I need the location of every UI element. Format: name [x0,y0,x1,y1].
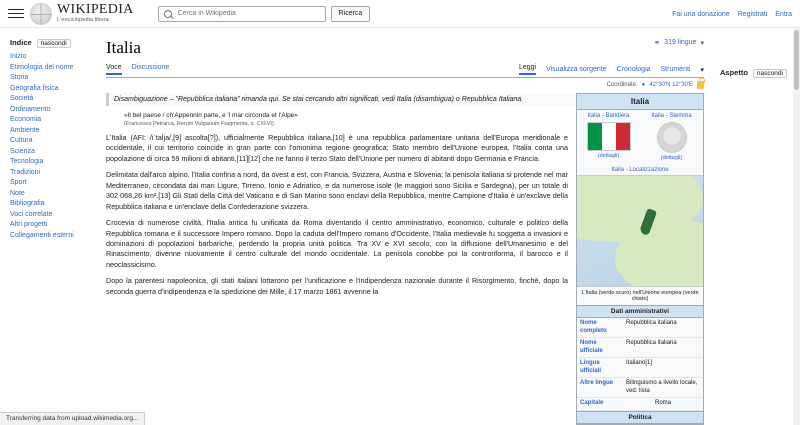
wikipedia-globe-icon[interactable] [30,3,52,25]
chevron-down-icon: ▾ [700,39,704,47]
tab-cronologia[interactable]: Cronologia [616,66,651,73]
toc-link[interactable]: Altri progetti [10,221,48,228]
ham-line-1 [8,9,24,11]
toc-item[interactable] [10,106,90,113]
localization-map-image[interactable] [577,175,703,287]
ham-line-2 [8,13,24,15]
article-paragraph: Dopo la parentesi napoleonica, gli stati italiani lottarono per l'unificazione e l'indipendenza nazionale durante il Risorgimento, finché, dopo la seconda guerra d'indipendenza e la spedizione dei Mille, il 17 marzo 1861 avvenne la [106,276,568,296]
infobox-flag-caption[interactable]: Italia - Bandiera [587,113,630,119]
wordmark-text: WIKIPEDIA [57,2,134,18]
infobox-emblem-cell [640,110,703,165]
toc-link[interactable]: Tecnologia [10,158,44,165]
language-count-label: 319 lingue [664,39,697,46]
header-links [672,0,792,28]
tab-strumenti[interactable]: Strumenti [660,66,691,73]
toc-item[interactable] [10,53,90,60]
infobox-symbols-row [577,110,703,165]
table-of-contents [0,28,96,414]
toc-item[interactable] [10,232,90,239]
toc-list [10,53,90,239]
toc-item[interactable] [10,85,90,92]
toc-item[interactable] [10,74,90,81]
toc-item[interactable] [10,137,90,144]
donate-link[interactable]: Fai una donazione [672,10,730,18]
toc-link[interactable]: Inizio [10,53,27,60]
infobox-row-key[interactable]: Altre lingue [580,380,614,387]
appearance-title: Aspetto [720,68,748,77]
infobox-row [577,338,703,358]
toc-link[interactable]: Ordinamento [10,105,51,113]
protected-page-lock-icon[interactable] [697,81,704,89]
infobox-row [577,378,703,398]
search-box[interactable] [158,6,326,22]
language-selector[interactable] [653,38,704,47]
search-input[interactable] [176,9,320,18]
toc-item[interactable] [10,200,90,207]
quote-text: «Il bel paese / ch'Appennin parte, e 'l mar circonda et l'Alpe» [124,112,298,119]
toc-header [10,38,90,48]
infobox-row-key[interactable]: Nome ufficiale [580,340,603,354]
toc-link[interactable]: Ambiente [10,126,40,134]
toc-link[interactable]: Bibliografia [10,200,45,207]
toc-item[interactable] [10,221,90,228]
infobox [576,93,704,425]
infobox-row-value: Repubblica italiana [626,340,677,347]
toc-link[interactable]: Note [10,189,25,197]
page-title: Italia [106,38,141,57]
login-link[interactable]: Entra [775,10,792,18]
italy-flag-image[interactable] [587,122,631,151]
toc-link[interactable]: Collegamenti esterni [10,231,74,239]
toc-item[interactable] [10,64,90,71]
site-header [0,0,800,28]
infobox-section-admin: Dati amministrativi [577,305,703,318]
toc-item[interactable] [10,211,90,218]
register-link[interactable]: Registrati [737,10,768,18]
infobox-title: Italia [577,94,703,110]
scrollbar-thumb[interactable] [794,30,799,90]
language-icon: ⚭ [653,38,661,47]
search-button[interactable]: Ricerca [331,6,371,22]
toc-hide-button[interactable]: nascondi [37,39,71,48]
infobox-row-key[interactable]: Capitale [580,400,604,407]
emblem-detail-link[interactable]: (dettagli) [660,155,683,162]
toc-link[interactable]: Scienza [10,147,35,155]
map-caption: L'Italia (verde scuro) nell'Unione europea (verde chiaro) [581,290,699,303]
toc-item[interactable] [10,158,90,165]
toc-item[interactable] [10,116,90,123]
tab-leggi[interactable]: Leggi [519,64,536,75]
wordmark-tagline: L'enciclopedia libera [57,16,109,23]
toc-item[interactable] [10,169,90,176]
toc-link[interactable]: Tradizioni [10,168,41,176]
toc-link[interactable]: Voci correlate [10,210,53,218]
wikipedia-wordmark[interactable] [57,3,134,23]
infobox-localization-caption[interactable]: Italia - Localizzazione [611,167,669,174]
toc-link[interactable]: Etimologia del nome [10,63,74,71]
infobox-row-key[interactable]: Nome completo [580,320,607,334]
article-content [96,28,714,421]
tab-visualizza-sorgente[interactable]: Visualizza sorgente [546,66,607,73]
tools-chevron-down-icon[interactable]: ▾ [700,66,704,74]
infobox-row [577,398,703,411]
article-paragraph: Delimitata dall'arco alpino, l'Italia confina a nord, da ovest a est, con Francia, Svizzera, Austria e Slovenia; la penisola italiana si protende nel mar Mediterraneo, circondata dai mari Ligure, Tirreno, Ionio e Adriatico, e da numerose isole (le maggiori sono Sicilia e Sardegna), per un totale di 302 068,26 km².[13] Gli Stati della Città del Vaticano e di San Marino sono enclavi della Repubblica, mentre Campione d'Italia è un'exclave della Repubblica italiana e un'enclave della Confederazione svizzera. [106,170,568,211]
toc-link[interactable]: Storia [10,74,29,81]
infobox-emblem-caption[interactable]: Italia - Stemma [651,113,692,119]
namespace-tabs [106,64,169,75]
browser-status-bar: Transferring data from upload.wikimedia.org... [0,412,145,425]
infobox-flag-cell [577,110,640,165]
page-scrollbar[interactable] [793,28,800,425]
tab-discussione[interactable]: Discussione [131,64,170,71]
infobox-row [577,358,703,378]
infobox-row-key[interactable]: Lingue ufficiali [580,360,602,374]
infobox-row-value: Repubblica italiana [626,320,677,327]
toc-link[interactable]: Società [10,95,34,102]
infobox-row-value: Italiano[1] [626,360,653,367]
appearance-panel [714,28,800,414]
toc-link[interactable]: Economia [10,116,42,123]
infobox-row [577,318,703,338]
coordinates-value[interactable]: 42°30′N 12°30′E [649,82,693,88]
article-paragraph: L'Italia (AFI: /iˈtalja/,[9] ascolta[?]), ufficialmente Repubblica italiana,[10] è una repubblica parlamentare unitaria dell'Europa meridionale e occidentale, il cui territorio coincide in gran parte con l'omonima regione geografica; Stato membro dell'Unione europea, l'Italia conta una popolazione di circa 59 milioni di abitanti,[11][12] che ne fanno il terzo Stato dell'Unione per numero di abitanti dopo Germania e Francia. [106,133,568,163]
infobox-section-politics: Politica [577,411,703,424]
article-paragraph: Crocevia di numerose civiltà, l'Italia antica fu unificata da Roma diventando il centro amministrativo, economico, culturale e politico della Repubblica romana e il successore Impero romano. Dopo la caduta dell'Impero romano d'Occidente, l'Italia medievale fu soggetta a invasioni e dominazioni di popolazioni barbariche, perdendo la propria unità politica. Tra XV e XVI secolo, con la diffusione dell'Umanesimo e del Rinascimento, divenne nuovamente il centro culturale del mondo occidentale. La penisola conobbe poi la controriforma, il barocco e il neoclassicismo. [106,218,568,269]
appearance-header [720,68,792,78]
main-menu-icon[interactable] [8,6,24,22]
appearance-hide-button[interactable]: nascondi [753,69,787,78]
toc-item[interactable] [10,95,90,102]
infobox-row-value: Roma [654,400,671,407]
coordinates-label: Coordinate: [606,82,638,88]
toc-item[interactable] [10,148,90,155]
view-tabs [519,64,704,75]
search-icon [164,10,172,18]
quote-attribution: (Francesco Petrarca, Rerum Vulgarium Fragmenta, s. CXLVI) [124,121,274,127]
toc-link[interactable]: Cultura [10,137,33,144]
toc-link[interactable]: Sport [10,179,27,186]
toc-item[interactable] [10,179,90,186]
italy-emblem-image[interactable] [657,122,687,153]
toc-link[interactable]: Geografia fisica [10,84,59,92]
flag-detail-link[interactable]: (dettagli) [597,153,620,160]
infobox-row-value: Bilinguismo a livello locale, ved. lista [626,380,698,394]
toc-title: Indice [10,38,32,47]
search-area [158,6,371,22]
ham-line-3 [8,17,24,19]
map-pin-icon: ● [641,82,646,88]
coordinates-bar [106,81,704,89]
disambiguation-hatnote: Disambiguazione – "Repubblica italiana" rimanda qui. Se stai cercando altri significati, vedi Italia (disambigua) o Repubblica Italiana. [106,93,704,106]
article-tabs [106,64,704,78]
toc-item[interactable] [10,127,90,134]
toc-item[interactable] [10,190,90,197]
tab-voce[interactable]: Voce [106,64,122,75]
